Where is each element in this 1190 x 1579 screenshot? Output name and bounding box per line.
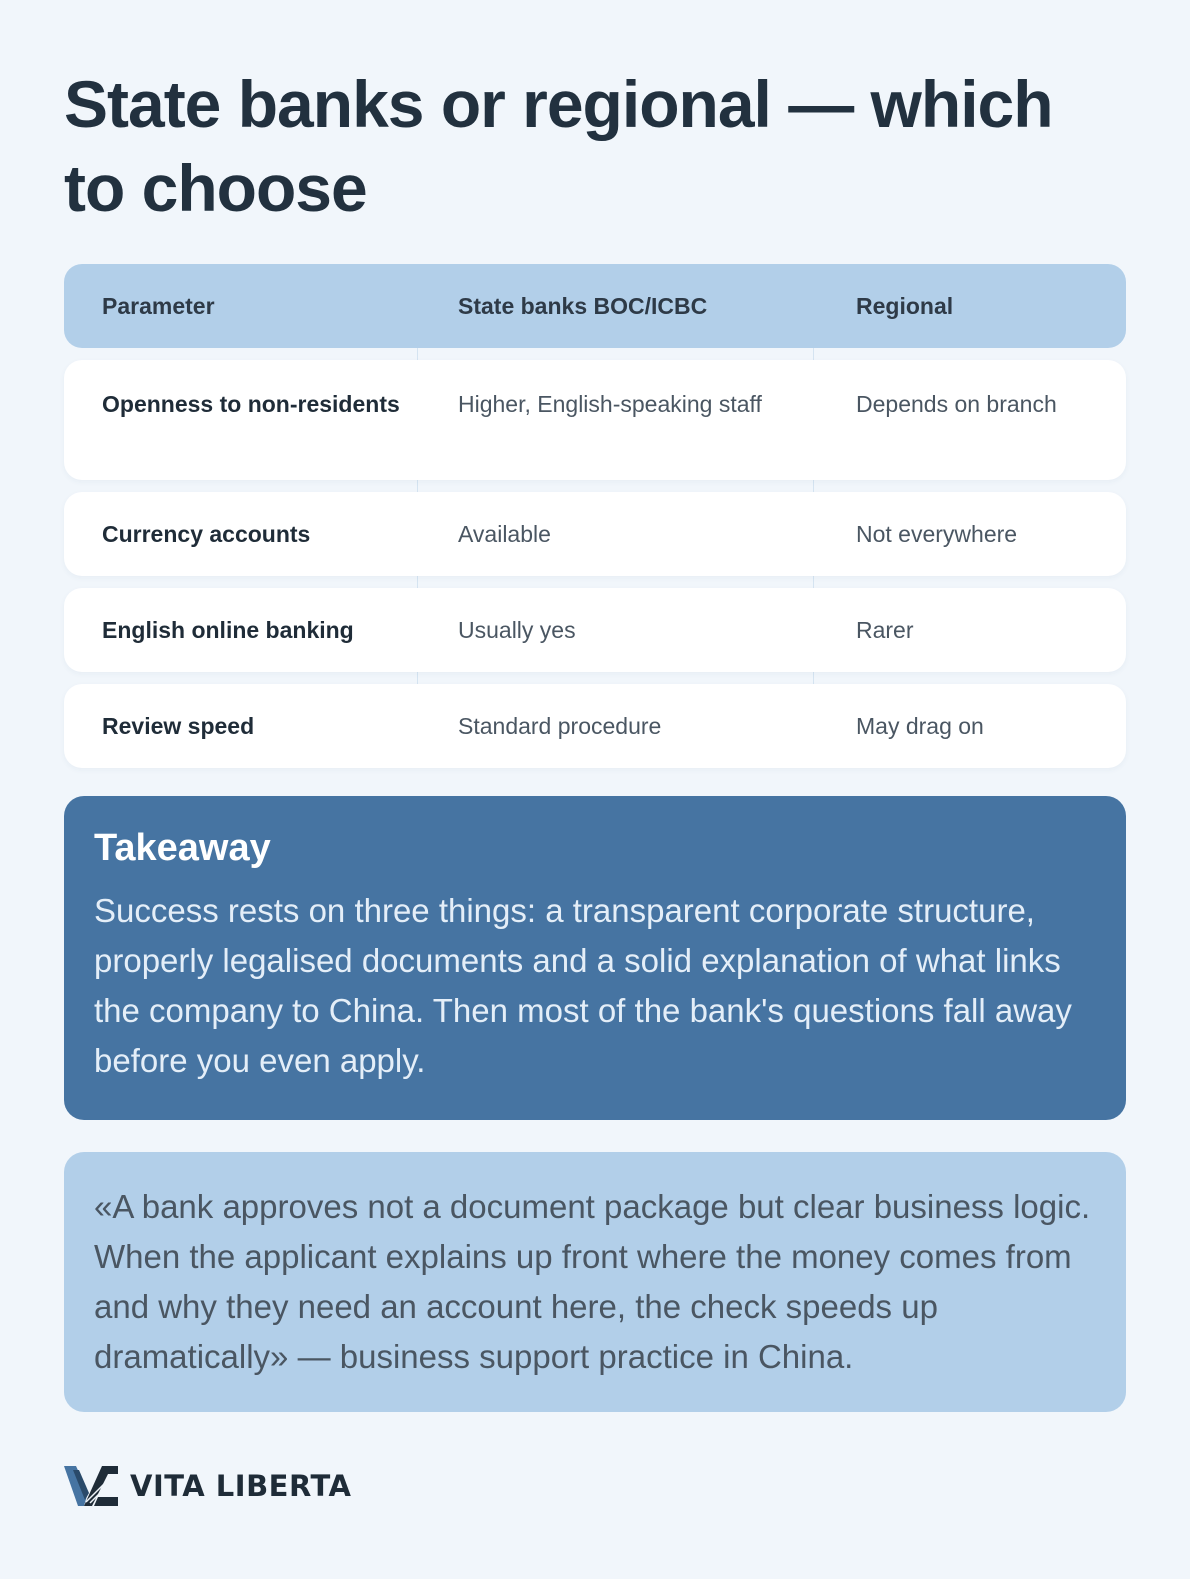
row-state-banks-value: Available [458, 521, 551, 547]
table-row [64, 588, 1126, 672]
brand-logo [64, 1466, 352, 1506]
brand-name: VITA LIBERTA [130, 1469, 352, 1503]
row-regional-value: Not everywhere [856, 521, 1018, 547]
quote-text: «A bank approves not a document package but clear business logic. When the applicant explains up front where the money comes from and why they need an account here, the check speeds up dramatically» — business support practice in China. [94, 1188, 1091, 1375]
row-regional-value: Depends on branch [856, 391, 1057, 417]
row-parameter: Currency accounts [102, 521, 311, 547]
takeaway-text: Success rests on three things: a transparent corporate structure, properly legalised documents and a solid explanation of what links the company to China. Then most of the bank's questions fall away before you even apply. [94, 892, 1072, 1079]
row-state-banks-value: Usually yes [458, 617, 576, 643]
header-regional: Regional [856, 292, 954, 319]
row-parameter: English online banking [102, 617, 354, 643]
takeaway-box [64, 796, 1126, 1120]
table-row [64, 684, 1126, 768]
takeaway-title: Takeaway [94, 827, 271, 869]
row-state-banks-value: Standard procedure [458, 713, 662, 739]
row-state-banks-value: Higher, English-speaking staff [458, 391, 762, 417]
page-title: State banks or regional — which to choose [64, 67, 1053, 225]
table-row [64, 492, 1126, 576]
quote-box [64, 1152, 1126, 1412]
table-row [64, 360, 1126, 480]
table-header-row [64, 264, 1126, 348]
vl-monogram-icon [64, 1466, 118, 1506]
header-state-banks: State banks BOC/ICBC [458, 292, 708, 319]
row-parameter: Review speed [102, 713, 255, 739]
row-parameter: Openness to non-residents [102, 391, 400, 417]
header-parameter: Parameter [102, 292, 215, 319]
row-regional-value: Rarer [856, 617, 914, 643]
comparison-table [64, 264, 1126, 768]
row-regional-value: May drag on [856, 713, 984, 739]
